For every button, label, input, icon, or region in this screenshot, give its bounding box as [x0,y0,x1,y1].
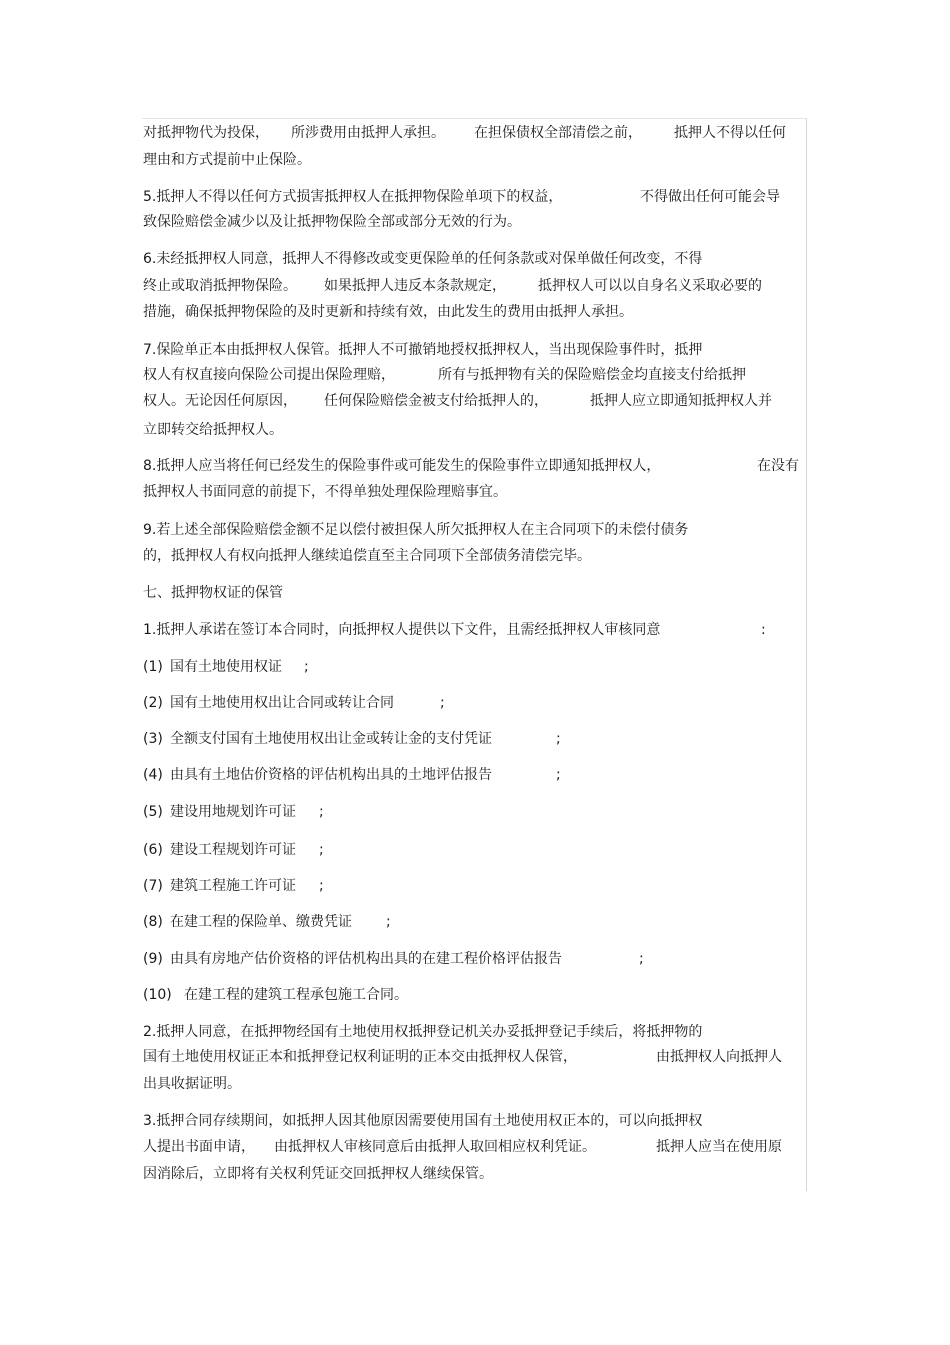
text-segment: ; [319,804,324,820]
text-segment: 由具有土地估价资格的评估机构出具的土地评估报告 [170,767,492,783]
text-segment: 理由和方式提前中止保险。 [143,152,311,168]
text-segment: (1) [143,659,163,675]
text-segment: ; [440,695,445,711]
text-segment: 在担保债权全部清偿之前， [474,125,642,141]
text-segment: 建设用地规划许可证 [170,804,296,820]
text-segment: ; [319,878,324,894]
text-segment: 建筑工程施工许可证 [170,878,296,894]
text-segment: 7.保险单正本由抵押权人保管。抵押人不可撤销地授权抵押权人，当出现保险事件时，抵押 [143,342,703,358]
text-segment: (10) [143,987,172,1003]
text-segment: 措施，确保抵押物保险的及时更新和持续有效，由此发生的费用由抵押人承担。 [143,304,633,320]
text-segment: ; [556,767,561,783]
text-segment: 建设工程规划许可证 [170,842,296,858]
text-segment: 抵押人应当在使用原 [656,1139,782,1155]
text-segment: (4) [143,767,163,783]
text-segment: 立即转交给抵押权人。 [143,422,283,438]
text-segment: 抵押人应立即通知抵押权人并 [590,393,772,409]
text-segment: 出具收据证明。 [143,1076,241,1092]
text-segment: ; [319,842,324,858]
text-segment: 3.抵押合同存续期间，如抵押人因其他原因需要使用国有土地使用权正本的，可以向抵押权 [143,1113,703,1129]
text-segment: (8) [143,914,163,930]
text-segment: 人提出书面申请， [143,1139,255,1155]
text-segment: 在没有 [757,458,799,474]
text-segment: (5) [143,804,163,820]
text-segment: (9) [143,951,163,967]
text-segment: (2) [143,695,163,711]
text-segment: 终止或取消抵押物保险。 [143,278,297,294]
text-segment: 抵押权人可以以自身名义采取必要的 [538,278,762,294]
text-segment: 的，抵押权人有权向抵押人继续追偿直至主合同项下全部债务清偿完毕。 [143,548,591,564]
text-segment: 致保险赔偿金减少以及让抵押物保险全部或部分无效的行为。 [143,214,521,230]
text-segment: 如果抵押人违反本条款规定， [324,278,506,294]
text-segment: 由抵押权人审核同意后由抵押人取回相应权利凭证。 [274,1139,596,1155]
text-segment: ; [386,914,391,930]
text-segment: 七、抵押物权证的保管 [143,585,283,601]
text-segment: (3) [143,731,163,747]
text-segment: (6) [143,842,163,858]
text-segment: 5.抵押人不得以任何方式损害抵押权人在抵押物保险单项下的权益， [143,189,563,205]
text-segment: 国有土地使用权出让合同或转让合同 [170,695,394,711]
text-segment: 对抵押物代为投保， [143,125,269,141]
text-segment: 1.抵押人承诺在签订本合同时，向抵押权人提供以下文件，且需经抵押权人审核同意 [143,622,661,638]
text-segment: 9.若上述全部保险赔偿金额不足以偿付被担保人所欠抵押权人在主合同项下的未偿付债务 [143,522,689,538]
text-segment: 因消除后，立即将有关权利凭证交回抵押权人继续保管。 [143,1166,493,1182]
text-segment: : [761,622,766,638]
text-segment: 8.抵押人应当将任何已经发生的保险事件或可能发生的保险事件立即通知抵押权人， [143,458,661,474]
text-segment: ; [304,659,309,675]
text-segment: 抵押人不得以任何 [674,125,786,141]
text-segment: 所涉费用由抵押人承担。 [291,125,445,141]
text-segment: 由抵押权人向抵押人 [656,1049,782,1065]
text-segment: 6.未经抵押权人同意，抵押人不得修改或变更保险单的任何条款或对保单做任何改变，不得 [143,251,703,267]
text-segment: 权人有权直接向保险公司提出保险理赔， [143,367,395,383]
text-segment: 国有土地使用权证 [170,659,282,675]
text-segment: 全额支付国有土地使用权出让金或转让金的支付凭证 [170,731,492,747]
text-segment: 在建工程的建筑工程承包施工合同。 [184,987,408,1003]
text-segment: 2.抵押人同意，在抵押物经国有土地使用权抵押登记机关办妥抵押登记手续后，将抵押物的 [143,1024,703,1040]
text-segment: (7) [143,878,163,894]
text-segment: 所有与抵押物有关的保险赔偿金均直接支付给抵押 [438,367,746,383]
text-segment: ; [639,951,644,967]
text-segment: 由具有房地产估价资格的评估机构出具的在建工程价格评估报告 [170,951,562,967]
text-segment: ; [556,731,561,747]
text-segment: 不得做出任何可能会导 [640,189,780,205]
text-segment: 任何保险赔偿金被支付给抵押人的， [324,393,548,409]
text-segment: 抵押权人书面同意的前提下，不得单独处理保险理赔事宜。 [143,484,507,500]
text-segment: 在建工程的保险单、缴费凭证 [170,914,352,930]
text-segment: 国有土地使用权证正本和抵押登记权利证明的正本交由抵押权人保管， [143,1049,577,1065]
text-segment: 权人。无论因任何原因， [143,393,297,409]
